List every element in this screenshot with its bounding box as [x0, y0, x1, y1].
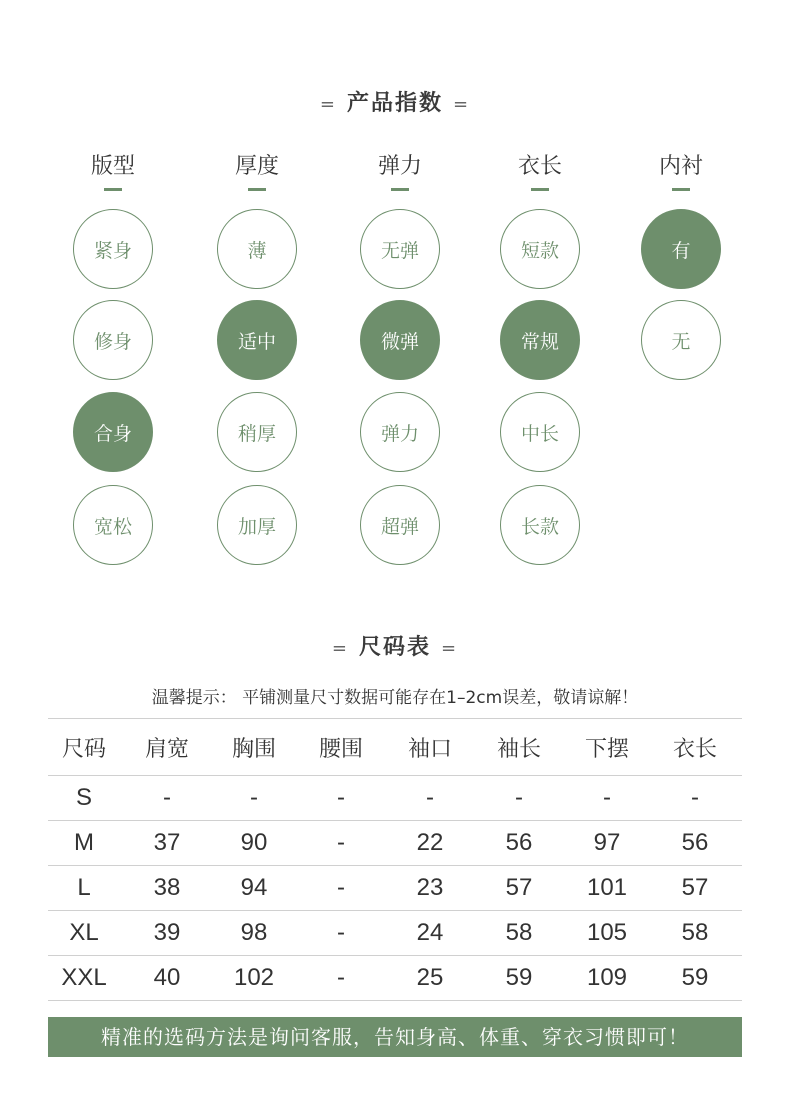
index-option: 中长 [500, 392, 580, 472]
size-label-cell: S [75, 784, 92, 811]
table-cell: 59 [681, 964, 709, 991]
index-option: 稍厚 [217, 392, 297, 472]
table-cell: - [691, 784, 699, 811]
size-label-cell: L [77, 874, 91, 901]
footer-banner: 精准的选码方法是询问客服，告知身高、体重、穿衣习惯即可！ [48, 1017, 742, 1057]
column-underline [391, 188, 409, 191]
index-column [73, 150, 153, 191]
index-column-label: 衣长 [517, 154, 562, 179]
table-header-cell: 肩宽 [144, 736, 189, 762]
index-option-selected: 适中 [217, 300, 297, 380]
size-chart-tip: 温馨提示： 平铺测量尺寸数据可能存在1–2cm误差，敬请谅解！ [151, 688, 639, 708]
title-decoration-right: = [441, 638, 459, 659]
title-decoration-right: = [453, 94, 471, 115]
table-header-row [48, 719, 742, 776]
index-option: 薄 [217, 209, 297, 289]
table-row [48, 956, 742, 1001]
product-index-title-text: 产品指数 [346, 91, 443, 116]
table-cell: 57 [681, 874, 709, 901]
index-column-label: 内衬 [658, 154, 703, 179]
size-label-cell: XXL [61, 964, 107, 991]
title-decoration-left: = [331, 638, 349, 659]
index-option-selected: 有 [641, 209, 721, 289]
index-column [641, 150, 721, 191]
table-cell: - [337, 964, 345, 991]
index-option: 无 [641, 300, 721, 380]
table-cell: 90 [240, 829, 268, 856]
index-option: 紧身 [73, 209, 153, 289]
table-header-cell: 腰围 [318, 736, 363, 762]
index-option: 加厚 [217, 485, 297, 565]
table-cell: - [250, 784, 258, 811]
table-cell: 58 [681, 919, 709, 946]
table-cell: - [337, 919, 345, 946]
table-cell: 39 [153, 919, 181, 946]
index-column [360, 150, 440, 191]
table-header-cell: 下摆 [584, 736, 629, 762]
size-table [48, 718, 742, 1001]
table-cell: - [337, 784, 345, 811]
index-option-selected: 合身 [73, 392, 153, 472]
table-header-cell: 胸围 [231, 736, 276, 762]
column-underline [531, 188, 549, 191]
table-cell: 58 [505, 919, 533, 946]
table-cell: - [515, 784, 523, 811]
index-option-selected: 常规 [500, 300, 580, 380]
table-cell: 37 [153, 829, 181, 856]
table-cell: - [337, 874, 345, 901]
index-column-label: 版型 [90, 154, 135, 179]
table-row [48, 866, 742, 911]
table-cell: - [426, 784, 434, 811]
size-chart-title-text: 尺码表 [358, 635, 431, 660]
index-option: 无弹 [360, 209, 440, 289]
index-option: 超弹 [360, 485, 440, 565]
table-cell: 56 [681, 829, 709, 856]
table-cell: 59 [505, 964, 533, 991]
table-cell: 38 [153, 874, 181, 901]
index-column [217, 150, 297, 191]
table-cell: 97 [593, 829, 621, 856]
table-header-cell: 袖口 [407, 736, 452, 762]
size-label-cell: M [74, 829, 94, 856]
table-header-cell: 尺码 [61, 736, 106, 762]
column-underline [104, 188, 122, 191]
title-decoration-left: = [319, 94, 337, 115]
column-underline [672, 188, 690, 191]
table-cell: 40 [153, 964, 181, 991]
index-column-label: 弹力 [377, 154, 422, 179]
index-option: 弹力 [360, 392, 440, 472]
table-row [48, 911, 742, 956]
product-index-title [0, 86, 790, 117]
table-header-cell: 衣长 [672, 736, 717, 762]
table-cell: 57 [505, 874, 533, 901]
index-option: 修身 [73, 300, 153, 380]
index-column-label: 厚度 [234, 154, 279, 179]
table-cell: 101 [586, 874, 628, 901]
index-option: 宽松 [73, 485, 153, 565]
table-cell: 25 [416, 964, 444, 991]
table-cell: 56 [505, 829, 533, 856]
table-cell: - [337, 829, 345, 856]
size-chart-title [0, 630, 790, 661]
table-cell: 98 [240, 919, 268, 946]
table-cell: - [163, 784, 171, 811]
index-option: 长款 [500, 485, 580, 565]
table-cell: 23 [416, 874, 444, 901]
column-underline [248, 188, 266, 191]
table-cell: 24 [416, 919, 444, 946]
table-cell: 105 [586, 919, 628, 946]
index-option-selected: 微弹 [360, 300, 440, 380]
table-cell: 94 [240, 874, 268, 901]
size-label-cell: XL [69, 919, 99, 946]
index-column [500, 150, 580, 191]
table-cell: 22 [416, 829, 444, 856]
table-cell: 102 [233, 964, 275, 991]
index-option: 短款 [500, 209, 580, 289]
table-row [48, 821, 742, 866]
table-row [48, 776, 742, 821]
table-cell: - [603, 784, 611, 811]
table-header-cell: 袖长 [496, 736, 541, 762]
table-cell: 109 [586, 964, 628, 991]
